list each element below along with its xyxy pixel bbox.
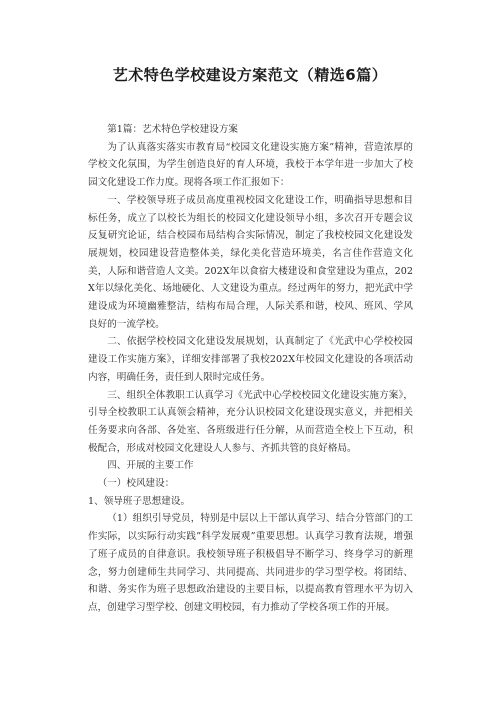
- body-paragraph: （1）组织引导党员，特别是中层以上干部认真学习、结合分管部门的工作实际，以实际行动实践”科学发展观”重要思想。认真学习教育法规，增强了班子成员的自律意识。我校领导班子积极倡导不断学习、终身学习的新理念，努力创建师生共同学习、共同提高、共同进步的学习型学校。将团结、和谐、务实作为班子思想政治建设的主要目标，以提高教育管理水平为切入点，创建学习型学校、创建文明校园，有力推动了学校各项工作的开展。: [88, 513, 413, 613]
- body-paragraph: 二、依据学校校园文化建设发展规划，认真制定了《光武中心学校校园建设工作实施方案》，详细安排部署了我校202X年校园文化建设的各项活动内容，明确任务，责任到人限时完成任务。: [88, 336, 413, 383]
- section-heading: 第1篇：艺术特色学校建设方案: [107, 124, 239, 135]
- subheading: 四、开展的主要工作: [107, 460, 194, 472]
- document-title: 艺术特色学校建设方案范文（精选6篇）: [112, 66, 388, 84]
- subheading: 1、领导班子思想建设。: [88, 495, 191, 507]
- body-paragraph: 为了认真落实落实市教育局“校园文化建设实施方案”精神，营造浓厚的学校文化氛围，为学生创造良好的育人环境，我校于本学年进一步加大了校园文化建设工作力度。现将各项工作汇报如下：: [88, 141, 413, 189]
- body-paragraph: 三、组织全体教职工认真学习《光武中心学校校园文化建设实施方案》，引导全校教职工认真领会精神，充分认识校园文化建设现实意义，并把相关任务要求向各部、各处室、各班级进行任分解，从而营造全校上下互动，积极配合，形成对校园文化建设人人参与、齐抓共管的良好格局。: [88, 389, 413, 454]
- body-paragraph: 一、学校领导班子成员高度重视校园文化建设工作，明确指导思想和目标任务，成立了以校长为组长的校园文化建设领导小组，多次召开专题会议反复研究论证，结合校园布局结构合实际情况，制定了我校校园文化建设发展规划，校园建设营造整体美，绿化美化营造环境美，名言佳作营造文化美，人际和谐营造人文美。202X年以食宿大楼建设和食堂建设为重点，202X年以绿化美化、场地硬化、人文建设为重点。经过两年的努力，把光武中学建设成为环境幽雅整洁，结构布局合理，人际关系和谐，校风、班风、学风良好的一流学校。: [88, 194, 413, 330]
- subheading: （一）校风建设：: [97, 478, 175, 490]
- document-body: [88, 121, 413, 617]
